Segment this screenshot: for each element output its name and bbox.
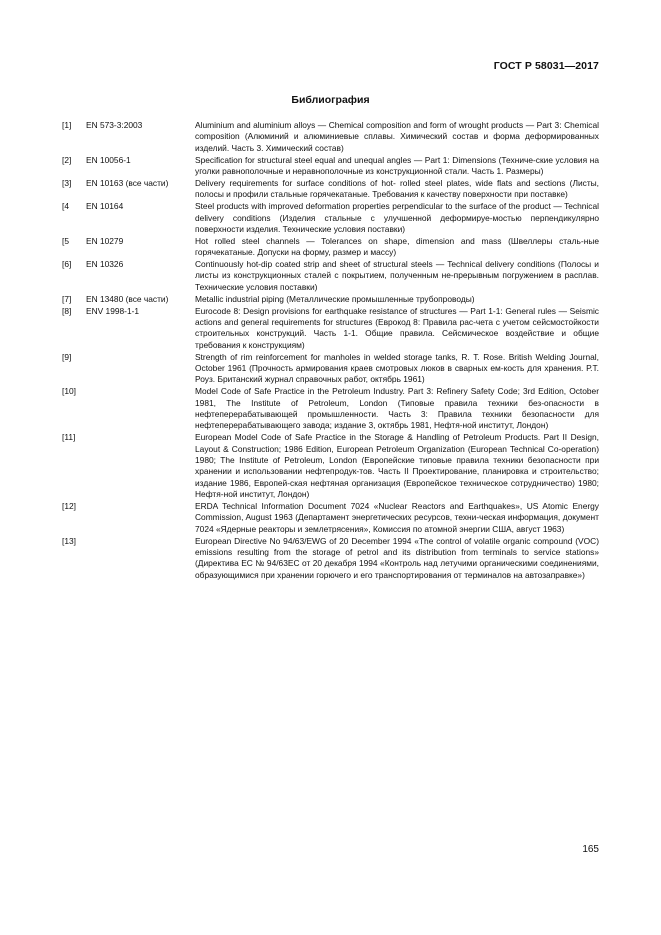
reference-item [62,178,599,201]
reference-item [62,155,599,178]
reference-item [62,501,599,535]
reference-description: Strength of rim reinforcement for manholes in welded storage tanks, R. T. Rose. British Welding Journal, October 1961 (Прочность армирования краев смотровых люков в сварных ем-кость для хранения. Р.Т. Роуз. Британский журнал справочных работ, октябрь 1961) [195,351,599,385]
page-number: 165 [582,844,599,855]
reference-standard-code: EN 10163 (все части) [86,177,169,188]
reference-description: Hot rolled steel channels — Tolerances on shape, dimension and mass (Швеллеры сталь-ные горячекатаные. Допуски на форму, размер и массу) [195,235,599,258]
reference-description: Aluminium and aluminium alloys — Chemical composition and form of wrought products — Part 3: Chemical composition (Алюминий и алюминиевые сплавы. Химический состав и форма деформированных изделий. Часть 3. Химический состав) [195,120,599,153]
reference-item [62,536,599,581]
reference-description: Model Code of Safe Practice in the Petroleum Industry. Part 3: Refinery Safety Code; 3rd Edition, October 1981, The Institute of Petroleum, London (Типовые правила техники без-опасности в нефтеперерабатывающей промышленности. Часть 3: Правила техники безопасности для нефтеперерабатывающего завода; издание 3, октябрь 1981, Нефтя-ной институт, Лондон) [195,386,599,431]
reference-description: Delivery requirements for surface conditions of hot- rolled steel plates, wide flats and sections (Листы, полосы и профили стальные горячекатаные. Требования к качеству поверхности при поставке) [195,177,599,200]
reference-number: [5 [62,235,69,246]
reference-description: European Model Code of Safe Practice in the Storage & Handling of Petroleum Products. Part II Design, Layout & Construction; 1986 Edition, European Petroleum Organization (European Technical Co-operation) 1980; The Institute of Petroleum, London (Европейские типовые правила техники безопасности при хранении и использовании нефтепродук-тов. Часть II Проектирование, планировка и строительство; издание 1986, Европей-ская нефтяная организация (Европейское техническое сотрудничество) 1980; Нефтя-ной институт, Лондон) [195,432,599,499]
bibliography-title: Библиография [291,94,370,106]
reference-standard-code [86,386,195,431]
reference-number: [8] [62,305,72,316]
reference-number: [7] [62,293,72,304]
reference-standard-code: EN 573-3:2003 [86,120,143,130]
reference-list [62,120,599,581]
reference-item [62,259,599,293]
reference-number: [6] [62,259,72,270]
reference-description: Metallic industrial piping (Металлические промышленные трубопроводы) [195,293,475,304]
reference-number: [12] [62,500,76,511]
reference-item [62,201,599,235]
reference-item [62,236,599,259]
reference-description: European Directive No 94/63/EWG of 20 December 1994 «The control of volatile organic compound (VOC) emissions resulting from the storage of petrol and its distribution from terminals to service stations» (Директива ЕС № 94/63ЕС от 20 декабря 1994 «Контроль над летучими органическими соединениями, образующимися при хранении горючего и его транспортирования от терминалов на автозаправке») [195,535,599,580]
document-id: ГОСТ Р 58031—2017 [493,60,599,72]
reference-item [62,352,599,386]
reference-standard-code: EN 10056-1 [86,154,131,165]
reference-standard-code: EN 13480 (все части) [86,293,169,304]
reference-number: [3] [62,177,72,188]
reference-standard-code: ENV 1998-1-1 [86,305,140,316]
reference-number: [9] [62,351,72,362]
reference-description: ERDA Technical Information Document 7024 «Nuclear Reactors and Earthquakes», US Atomic Energy Commission, August 1963 (Департамент энергетических ресурсов, техни-ческая информация, документ 7024 «Ядерные реакторы и землетрясения», Комиссия по атомной энергии США, август 1963) [195,500,599,534]
reference-number: [2] [62,154,72,165]
reference-number: [11] [62,432,76,443]
reference-number: [4 [62,201,69,212]
reference-number: [10] [62,386,76,397]
reference-standard-code: EN 10326 [86,259,124,270]
reference-standard-code [86,536,195,581]
reference-standard-code: EN 10279 [86,235,124,246]
reference-standard-code [86,352,195,386]
reference-description: Eurocode 8: Design provisions for earthquake resistance of structures — Part 1-1: General rules — Seismic actions and general requirements for structures (Еврокод 8: Правила рас-чета с учетом сейсмостойкости строительных конструкций. Часть 1-1. Общие правила. Сейсмическое воздействие и общие требования к конструкциям) [195,305,599,350]
reference-standard-code [86,432,195,500]
reference-item [62,432,599,500]
reference-description: Steel products with improved deformation properties perpendicular to the surface of the product — Technical delivery conditions (Изделия стальные с улучшенной деформируе-мостью перпендикулярно поверхности изделия. Технические условия поставки) [195,201,599,234]
reference-number: [13] [62,535,76,546]
reference-item [62,294,599,305]
reference-description: Specification for structural steel equal and unequal angles — Part 1: Dimensions (Техниче-ские условия на уголки равнополочные и неравнополочные из конструкционной стали. Часть 1. Размеры) [195,154,599,176]
reference-standard-code [86,501,195,535]
reference-description: Continuously hot-dip coated strip and sheet of structural steels — Technical delivery conditions (Полосы и листы из конструкционных сталей с покрытием, полученным не-прерывным погружением в расплав. Технические условия поставки) [195,259,599,292]
reference-item [62,386,599,431]
reference-item [62,120,599,154]
reference-number: [1] [62,120,72,130]
reference-standard-code: EN 10164 [86,201,124,212]
reference-item [62,306,599,351]
